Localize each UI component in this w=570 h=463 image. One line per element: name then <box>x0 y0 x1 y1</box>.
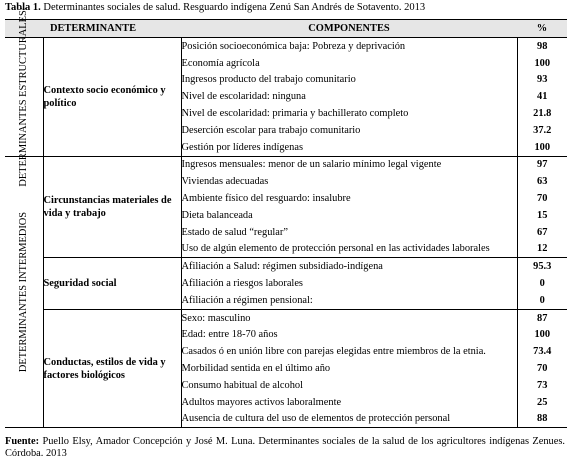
percent-cell: 21.8 <box>533 108 552 120</box>
vertical-group-text: DETERMINANTES INTERMEDIOS <box>17 211 29 373</box>
percent-cell: 0 <box>539 278 545 290</box>
component-cell: Afiliación a riesgos laborales <box>181 275 517 292</box>
percent-cell: 70 <box>537 193 548 205</box>
component-cell: Dieta balanceada <box>181 207 517 224</box>
component-cell: Nivel de escolaridad: ninguna <box>181 88 517 105</box>
component-cell: Sexo: masculino <box>181 309 517 326</box>
percent-cell: 0 <box>517 292 567 309</box>
footer-label: Fuente: <box>5 436 40 447</box>
component-cell: Viviendas adecuadas <box>181 173 517 190</box>
table-row <box>5 258 567 275</box>
table-caption <box>5 2 425 13</box>
percent-cell: 98 <box>537 40 548 52</box>
component-cell: Afiliación a Salud: régimen subsidiado-indígena <box>181 258 517 275</box>
vertical-group-text: DETERMINANTES ESTRUCTURALES: <box>17 7 29 187</box>
caption-label: Tabla 1. <box>5 2 41 13</box>
caption-text: Determinantes sociales de salud. Resguardo indígena Zenú San Andrés de Sotavento. 2013 <box>40 2 426 13</box>
percent-cell: 95.3 <box>533 261 552 273</box>
percent-cell: 63 <box>537 176 548 188</box>
percent-cell: 93 <box>537 74 548 86</box>
header-determinante: DETERMINANTE <box>5 20 181 38</box>
percent-cell: 88 <box>517 411 567 428</box>
component-cell: Economía agrícola <box>181 55 517 72</box>
percent-cell: 100 <box>517 139 567 156</box>
component-cell: Ausencia de cultura del uso de elementos de protección personal <box>181 411 517 428</box>
percent-cell: 70 <box>537 363 548 375</box>
subcategory-label: Circunstancias materiales de vida y trabajo <box>43 156 181 258</box>
header-componentes: COMPONENTES <box>181 20 517 38</box>
component-cell: Ingresos producto del trabajo comunitario <box>181 72 517 89</box>
percent-cell: 25 <box>537 396 548 408</box>
component-cell: Edad: entre 18-70 años <box>181 327 517 344</box>
percent-cell: 73.4 <box>533 346 552 358</box>
table-row <box>5 156 567 173</box>
table-footer <box>5 436 565 459</box>
percent-cell: 97 <box>537 159 548 171</box>
subcategory-label: Seguridad social <box>43 258 181 309</box>
percent-cell: 15 <box>537 209 548 221</box>
component-cell: Morbilidad sentida en el último año <box>181 360 517 377</box>
subcategory-label: Contexto socio económico y político <box>43 38 181 157</box>
component-cell: Ambiente físico del resguardo: insalubre <box>181 190 517 207</box>
component-cell: Casados ó en unión libre con parejas elegidas entre miembros de la etnia. <box>181 343 517 360</box>
vertical-group-label <box>5 156 43 428</box>
component-cell: Afiliación a régimen pensional: <box>181 292 517 309</box>
table-header-row <box>5 20 567 38</box>
percent-cell: 100 <box>534 57 551 69</box>
percent-cell: 87 <box>537 312 548 324</box>
component-cell: Ingresos mensuales: menor de un salario mínimo legal vigente <box>181 156 517 173</box>
percent-cell: 41 <box>537 91 548 103</box>
component-cell: Gestión por líderes indígenas <box>181 139 517 156</box>
component-cell: Consumo habitual de alcohol <box>181 377 517 394</box>
component-cell: Deserción escolar para trabajo comunitario <box>181 122 517 139</box>
table-row <box>5 38 567 55</box>
component-cell: Uso de algún elemento de protección personal en las actividades laborales <box>181 241 517 258</box>
component-cell: Adultos mayores activos laboralmente <box>181 394 517 411</box>
component-cell: Nivel de escolaridad: primaria y bachillerato completo <box>181 105 517 122</box>
percent-cell: 12 <box>517 241 567 258</box>
subcategory-label: Conductas, estilos de vida y factores biológicos <box>43 309 181 428</box>
percent-cell: 37.2 <box>533 124 552 136</box>
table-row <box>5 309 567 326</box>
percent-cell: 67 <box>537 226 548 238</box>
percent-cell: 73 <box>537 379 548 391</box>
component-cell: Estado de salud “regular” <box>181 224 517 241</box>
footer-text: Puello Elsy, Amador Concepción y José M. Luna. Determinantes sociales de la salud de los agricultores indígenas Zenues. Córdoba. 2013 <box>5 436 565 459</box>
percent-cell: 100 <box>534 329 551 341</box>
header-percent: % <box>517 20 567 38</box>
component-cell: Posición socioeconómica baja: Pobreza y deprivación <box>181 38 517 55</box>
